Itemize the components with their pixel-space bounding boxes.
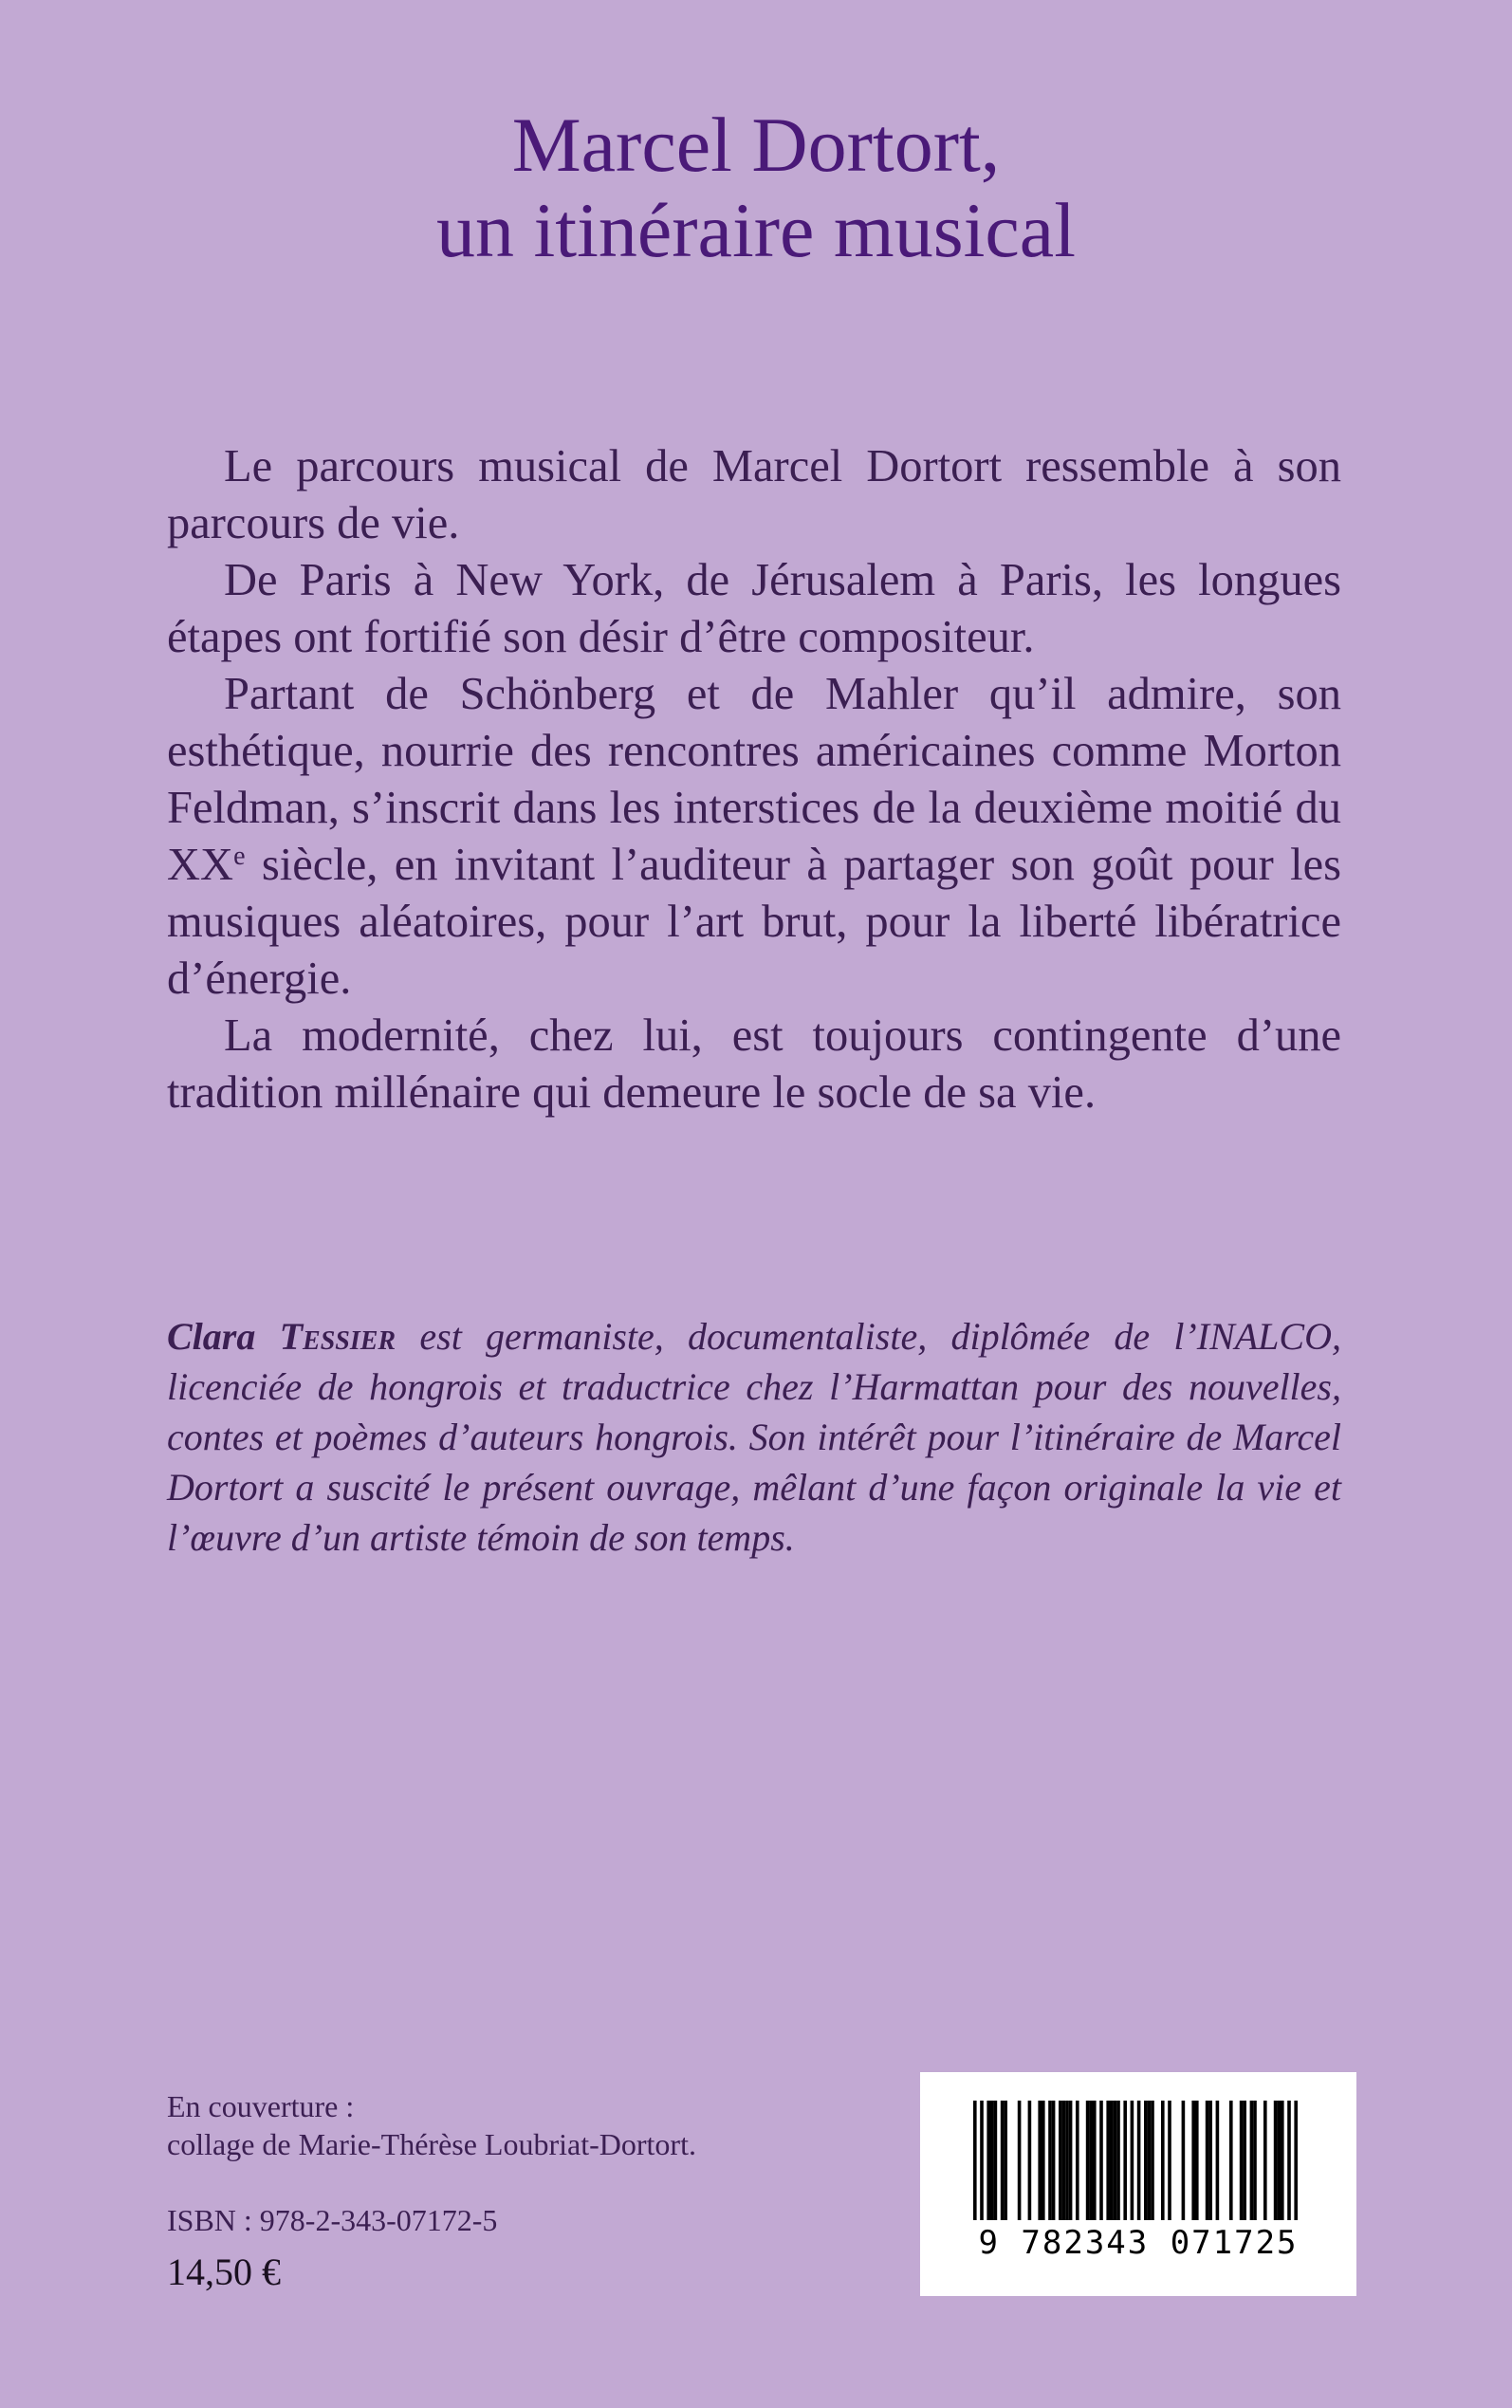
description-paragraph-1: Le parcours musical de Marcel Dortort ressemble à son parcours de vie. <box>167 441 1341 548</box>
barcode-bar <box>1263 2101 1267 2220</box>
barcode-bar <box>1123 2101 1127 2220</box>
barcode-bar <box>1168 2101 1171 2220</box>
barcode-bar <box>1253 2101 1257 2220</box>
barcode-bar <box>1281 2101 1284 2220</box>
barcode-bar <box>1240 2101 1244 2220</box>
description-paragraph-2: De Paris à New York, de Jérusalem à Paris, les longues étapes ont fortifié son désir d’être compositeur. <box>167 555 1341 662</box>
barcode-bar <box>1144 2101 1148 2220</box>
price-label: 14,50 € <box>167 2251 281 2293</box>
barcode-bar <box>1004 2101 1007 2220</box>
barcode-digits: 9 782343 071725 <box>978 2224 1299 2262</box>
description-p3-end: siècle, en invitant l’auditeur à partager son goût pour les musiques aléatoires, pour l’art brut, pour la liberté libératrice d’énergie. <box>167 840 1341 1004</box>
barcode-bar <box>1048 2101 1052 2220</box>
barcode-bar <box>1086 2101 1090 2220</box>
author-last-name: Tessier <box>279 1315 396 1358</box>
barcode <box>920 2072 1356 2296</box>
barcode-bar <box>1287 2101 1291 2220</box>
barcode-bar <box>1161 2101 1165 2220</box>
cover-credits <box>167 2087 696 2163</box>
description-paragraph-3 <box>167 666 1341 1008</box>
barcode-bar <box>1038 2101 1042 2220</box>
cover-credits-line-2: collage de Marie-Thérèse Loubriat-Dortort. <box>167 2127 696 2161</box>
barcode-bar <box>1042 2101 1045 2220</box>
barcode-bar <box>1001 2101 1005 2220</box>
barcode-bar <box>1106 2101 1110 2220</box>
barcode-bar <box>1206 2101 1209 2220</box>
description-paragraph-4: La modernité, chez lui, est toujours contingente d’une tradition millénaire qui demeure le socle de sa vie. <box>167 1010 1341 1118</box>
barcode-bar <box>1018 2101 1022 2220</box>
author-first-name: Clara <box>167 1315 256 1358</box>
book-description <box>167 438 1341 1121</box>
barcode-bar <box>1099 2101 1103 2220</box>
barcode-bar <box>1137 2101 1141 2220</box>
barcode-bars <box>920 2072 1356 2296</box>
barcode-bar <box>1191 2101 1195 2220</box>
author-bio <box>167 1311 1341 1563</box>
barcode-bar <box>1148 2101 1152 2220</box>
barcode-bar <box>1116 2101 1120 2220</box>
barcode-bar <box>1093 2101 1097 2220</box>
barcode-bar <box>1062 2101 1066 2220</box>
barcode-bar <box>1059 2101 1062 2220</box>
barcode-bar <box>1216 2101 1220 2220</box>
barcode-bar <box>1065 2101 1069 2220</box>
barcode-bar <box>1250 2101 1254 2220</box>
title-line-1: Marcel Dortort, <box>511 102 1001 188</box>
barcode-bar <box>1076 2101 1079 2220</box>
barcode-bar <box>1028 2101 1032 2220</box>
author-bio-text: est germaniste, documentaliste, diplômée de l’INALCO, licenciée de hongrois et traductrice chez l’Harmattan pour des nouvelles, contes et poèmes d’auteurs hongrois. Son intérêt pour l’itinéraire de Marcel Dortort a suscité le présent ouvrage, mêlant d’une façon originale la vie et l’œuvre d’un artiste témoin de son temps. <box>167 1315 1341 1559</box>
barcode-bar <box>1110 2101 1114 2220</box>
barcode-bar <box>1243 2101 1246 2220</box>
cover-credits-line-1: En couverture : <box>167 2089 355 2123</box>
barcode-bar <box>1131 2101 1134 2220</box>
barcode-bar <box>1182 2101 1186 2220</box>
title-line-2: un itinéraire musical <box>436 187 1076 273</box>
barcode-bar <box>1089 2101 1093 2220</box>
barcode-bar <box>1208 2101 1212 2220</box>
barcode-bar <box>1277 2101 1281 2220</box>
barcode-bar <box>986 2101 990 2220</box>
barcode-bar <box>1195 2101 1199 2220</box>
barcode-bar <box>1151 2101 1154 2220</box>
century-superscript: e <box>233 842 246 871</box>
book-title <box>0 102 1512 273</box>
barcode-bar <box>1229 2101 1233 2220</box>
barcode-bar <box>994 2101 998 2220</box>
barcode-bar <box>1274 2101 1278 2220</box>
barcode-bar <box>1114 2101 1117 2220</box>
barcode-bar <box>1294 2101 1298 2220</box>
isbn-label: ISBN : 978-2-343-07172-5 <box>167 2203 498 2237</box>
barcode-bar <box>990 2101 994 2220</box>
barcode-bar <box>980 2101 984 2220</box>
barcode-bar <box>1069 2101 1073 2220</box>
description-p3-start: Partant de Schönberg et de Mahler qu’il admire, son esthétique, nourrie des rencontres américaines comme Morton Feldman, s’inscrit dans les interstices de la deuxième moitié du XX <box>167 669 1341 890</box>
barcode-bar <box>973 2101 977 2220</box>
barcode-bar <box>1052 2101 1056 2220</box>
